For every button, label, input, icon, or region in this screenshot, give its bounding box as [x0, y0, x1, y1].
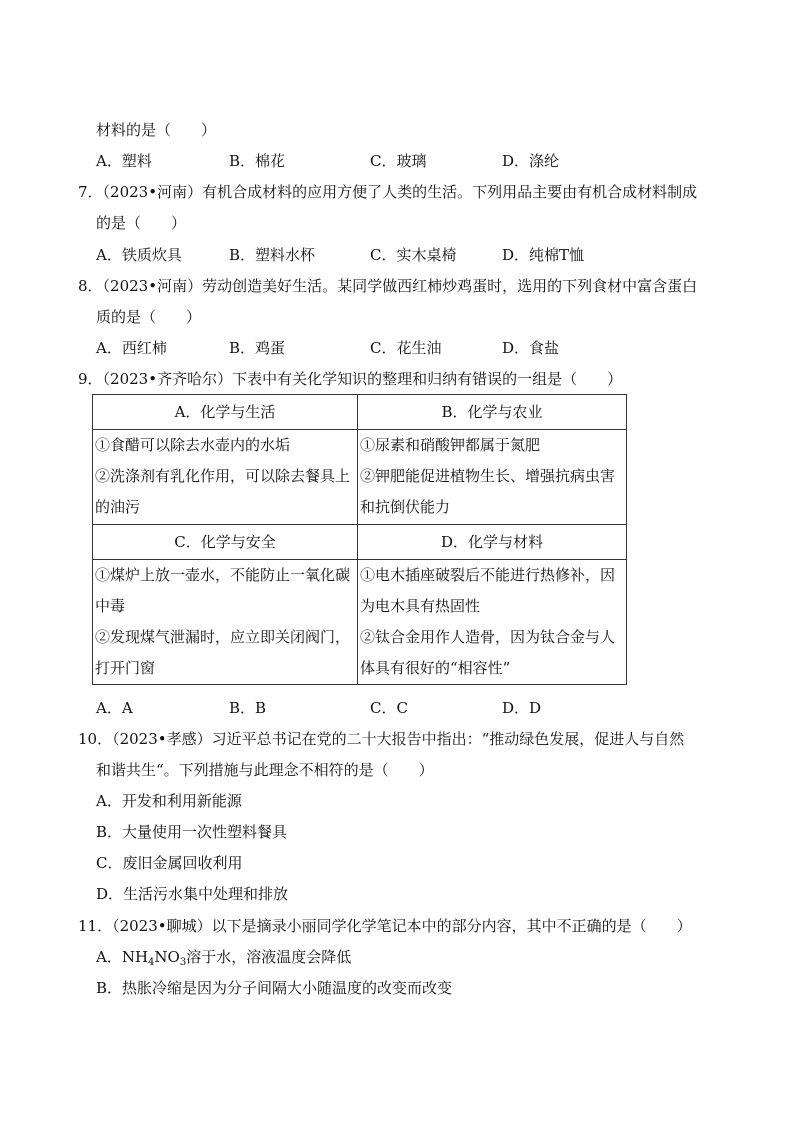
q8-option-c: C．花生油 — [370, 339, 442, 357]
cell-b-line1: ①尿素和硝酸钾都属于氮肥 — [360, 436, 541, 454]
q6-option-b: B．棉花 — [229, 152, 286, 170]
q7-option-a: A．铁质炊具 — [96, 246, 182, 264]
q11-stem: 11．（2023•聊城）以下是摘录小丽同学化学笔记本中的部分内容，其中不正确的是（ ） — [78, 917, 692, 935]
q8-option-b: B．鸡蛋 — [229, 339, 286, 357]
table-cell-d — [358, 560, 627, 685]
q9-option-a: A．A — [96, 699, 133, 717]
q7-option-b: B．塑料水杯 — [229, 246, 316, 264]
q7-continuation: 的是（ ） — [96, 214, 187, 232]
table-head-b: B．化学与农业 — [358, 395, 627, 430]
table-cell-c — [93, 560, 358, 685]
cell-c-line1: ①煤炉上放一壶水，不能防止一氧化碳中毒 — [95, 566, 351, 615]
q6-option-d: D．涤纶 — [502, 152, 560, 170]
q10-option-b: B．大量使用一次性塑料餐具 — [96, 823, 288, 841]
q10-continuation: 和谐共生“。下列措施与此理念不相符的是（ ） — [96, 761, 434, 779]
q10-option-d: D．生活污水集中处理和排放 — [96, 885, 289, 903]
table-head-c: C．化学与安全 — [93, 525, 358, 560]
q10-stem: 10．（2023•孝感）习近平总书记在党的二十大报告中指出：“推动绿色发展，促进人与自然 — [78, 730, 685, 748]
q7-option-c: C．实木桌椅 — [370, 246, 457, 264]
q7-option-d: D．纯棉T恤 — [502, 246, 585, 264]
q6-option-c: C．玻璃 — [370, 152, 427, 170]
q11-option-b: B．热胀冷缩是因为分子间隔大小随温度的改变而改变 — [96, 979, 453, 997]
q10-option-a: A．开发和利用新能源 — [96, 792, 242, 810]
knowledge-table — [92, 394, 627, 685]
q10-option-c: C．废旧金属回收利用 — [96, 854, 243, 872]
q8-option-d: D．食盐 — [502, 339, 560, 357]
q9-option-c: C．C — [370, 699, 408, 717]
table-cell-a — [93, 430, 358, 525]
q11-option-a-prefix: A．NH — [96, 948, 149, 966]
table-row — [93, 560, 627, 685]
q8-stem: 8．（2023•河南）劳动创造美好生活。某同学做西红柿炒鸡蛋时，选用的下列食材中富含蛋白 — [78, 277, 698, 295]
cell-b-line2: ②钾肥能促进植物生长、增强抗病虫害和抗倒伏能力 — [360, 467, 616, 516]
q11-option-a-mid: NO — [154, 948, 180, 966]
cell-a-line1: ①食醋可以除去水壶内的水垢 — [95, 436, 291, 454]
table-row — [93, 525, 627, 560]
q7-stem: 7．（2023•河南）有机合成材料的应用方便了人类的生活。下列用品主要由有机合成材料制成 — [78, 183, 698, 201]
cell-d-line1: ①电木插座破裂后不能进行热修补，因为电木具有热固性 — [360, 566, 616, 615]
q8-option-a: A．西红柿 — [96, 339, 167, 357]
q9-option-d: D．D — [502, 699, 542, 717]
q6-option-a: A．塑料 — [96, 152, 152, 170]
table-head-a: A．化学与生活 — [93, 395, 358, 430]
q11-option-a-text: 溶于水，溶液温度会降低 — [186, 948, 352, 966]
table-cell-b — [358, 430, 627, 525]
q11-option-a-sub1: 4 — [148, 957, 155, 968]
q9-option-b: B．B — [229, 699, 267, 717]
q11-option-a — [96, 947, 351, 973]
cell-d-line2: ②钛合金用作人造骨，因为钛合金与人体具有很好的“相容性” — [360, 628, 616, 677]
table-row — [93, 430, 627, 525]
table-head-d: D．化学与材料 — [358, 525, 627, 560]
cell-c-line2: ②发现煤气泄漏时，应立即关闭阀门，打开门窗 — [95, 628, 351, 677]
q11-option-a-sub2: 3 — [179, 957, 187, 968]
q8-continuation: 质的是（ ） — [96, 308, 202, 326]
q6-continuation: 材料的是（ ） — [96, 121, 217, 139]
cell-a-line2: ②洗涤剂有乳化作用，可以除去餐具上的油污 — [95, 467, 351, 516]
q9-stem: 9．（2023•齐齐哈尔）下表中有关化学知识的整理和归纳有错误的一组是（ ） — [78, 370, 623, 388]
table-row — [93, 395, 627, 430]
